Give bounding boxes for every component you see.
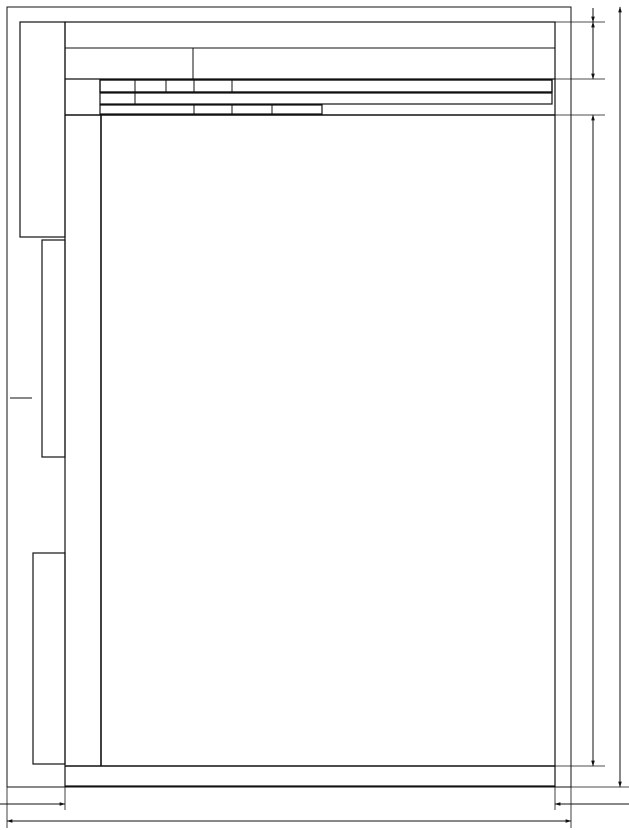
side-block-3: [33, 553, 65, 764]
form-frame: [65, 22, 555, 786]
side-block-1: [20, 22, 65, 237]
outer-frame: [7, 7, 571, 787]
side-block-2: [42, 240, 65, 457]
header-row-b: [100, 80, 552, 92]
header-row-codes: [100, 105, 322, 114]
header-row-m: [100, 93, 552, 104]
